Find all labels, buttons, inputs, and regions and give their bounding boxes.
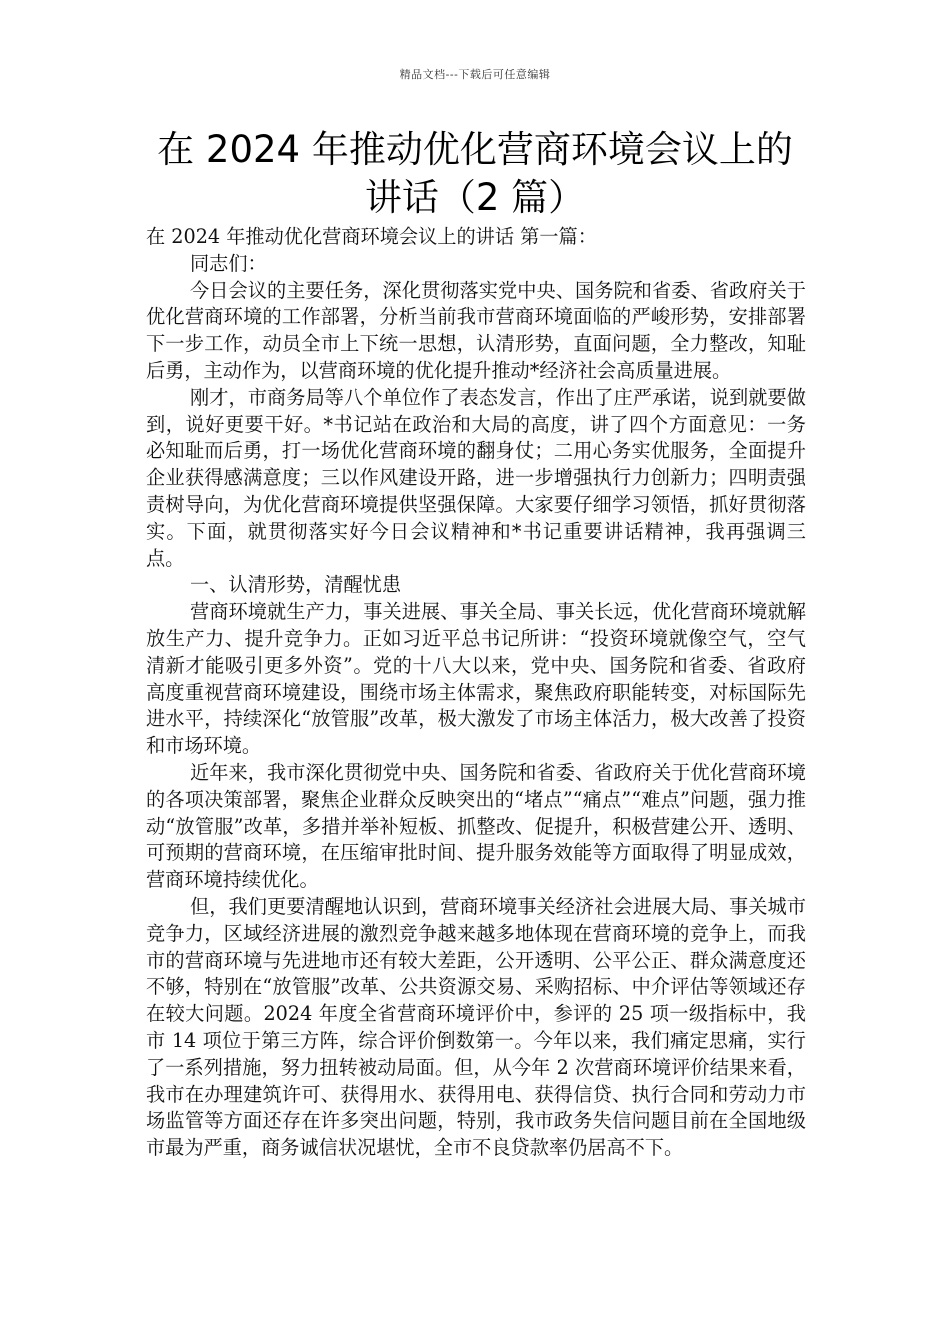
section-heading-first: 在 2024 年推动优化营商环境会议上的讲话 第一篇： (146, 225, 597, 248)
paragraph: 刚才，市商务局等八个单位作了表态发言，作出了庄严承诺，说到就要做到，说好更要干好。*书记站在政治和大局的高度，讲了四个方面意见：一务必知耻而后勇，打一场优化营商环境的翻身仗；二用心务实优服务，全面提升企业获得感满意度；三以作风建设开路，进一步增强执行力创新力；四明责强责树导向，为优化营商环境提供坚强保障。大家要仔细学习领悟，抓好贯彻落实。下面，就贯彻落实好今日会议精神和*书记重要讲话精神，我再强调三点。 (146, 385, 806, 570)
title-line-1: 在 2024 年推动优化营商环境会议上的 (157, 128, 793, 171)
paragraph: 近年来，我市深化贯彻党中央、国务院和省委、省政府关于优化营商环境的各项决策部署，聚焦企业群众反映突出的“堵点”“痛点”“难点”问题，强力推动“放管服”改革，多措并举补短板、抓整改、促提升，积极营建公开、透明、可预期的营商环境，在压缩审批时间、提升服务效能等方面取得了明显成效，营商环境持续优化。 (146, 760, 806, 892)
page-title (120, 126, 830, 222)
paragraph: 营商环境就生产力，事关进展、事关全局、事关长远，优化营商环境就解放生产力、提升竞争力。正如习近平总书记所讲：“投资环境就像空气，空气清新才能吸引更多外资”。党的十八大以来，党中央、国务院和省委、省政府高度重视营商环境建设，围绕市场主体需求，聚焦政府职能转变，对标国际先进水平，持续深化“放管服”改革，极大激发了市场主体活力，极大改善了投资和市场环境。 (146, 600, 806, 758)
section-heading: 一、认清形势，清醒忧患 (190, 573, 402, 597)
title-line-2: 讲话（2 篇） (364, 176, 586, 219)
salutation: 同志们： (190, 251, 267, 275)
paragraph: 但，我们更要清醒地认识到，营商环境事关经济社会进展大局、事关城市竞争力，区域经济进展的激烈竞争越来越多地体现在营商环境的竞争上，而我市的营商环境与先进地市还有较大差距，公开透明、公平公正、群众满意度还不够，特别在“放管服”改革、公共资源交易、采购招标、中介评估等领域还存在较大问题。2024 年度全省营商环境评价中，参评的 25 项一级指标中，我市 14 项位于第三方阵，综合评价倒数第一。今年以来，我们痛定思痛，实行了一系列措施，努力扭转被动局面。但，从今年 2 次营商环境评价结果来看，我市在办理建筑许可、获得用水、获得用电、获得信贷、执行合同和劳动力市场监管等方面还存在许多突出问题，特别，我市政务失信问题目前在全国地级市最为严重，商务诚信状况堪忧，全市不良贷款率仍居高不下。 (146, 894, 806, 1160)
header-note: 精品文档---下载后可任意编辑 (399, 68, 551, 81)
document-body (146, 224, 806, 1162)
paragraph: 今日会议的主要任务，深化贯彻落实党中央、国务院和省委、省政府关于优化营商环境的工作部署，分析当前我市营商环境面临的严峻形势，安排部署下一步工作，动员全市上下统一思想，认清形势，直面问题，全力整改，知耻后勇，主动作为，以营商环境的优化提升推动*经济社会高质量进展。 (146, 278, 806, 382)
